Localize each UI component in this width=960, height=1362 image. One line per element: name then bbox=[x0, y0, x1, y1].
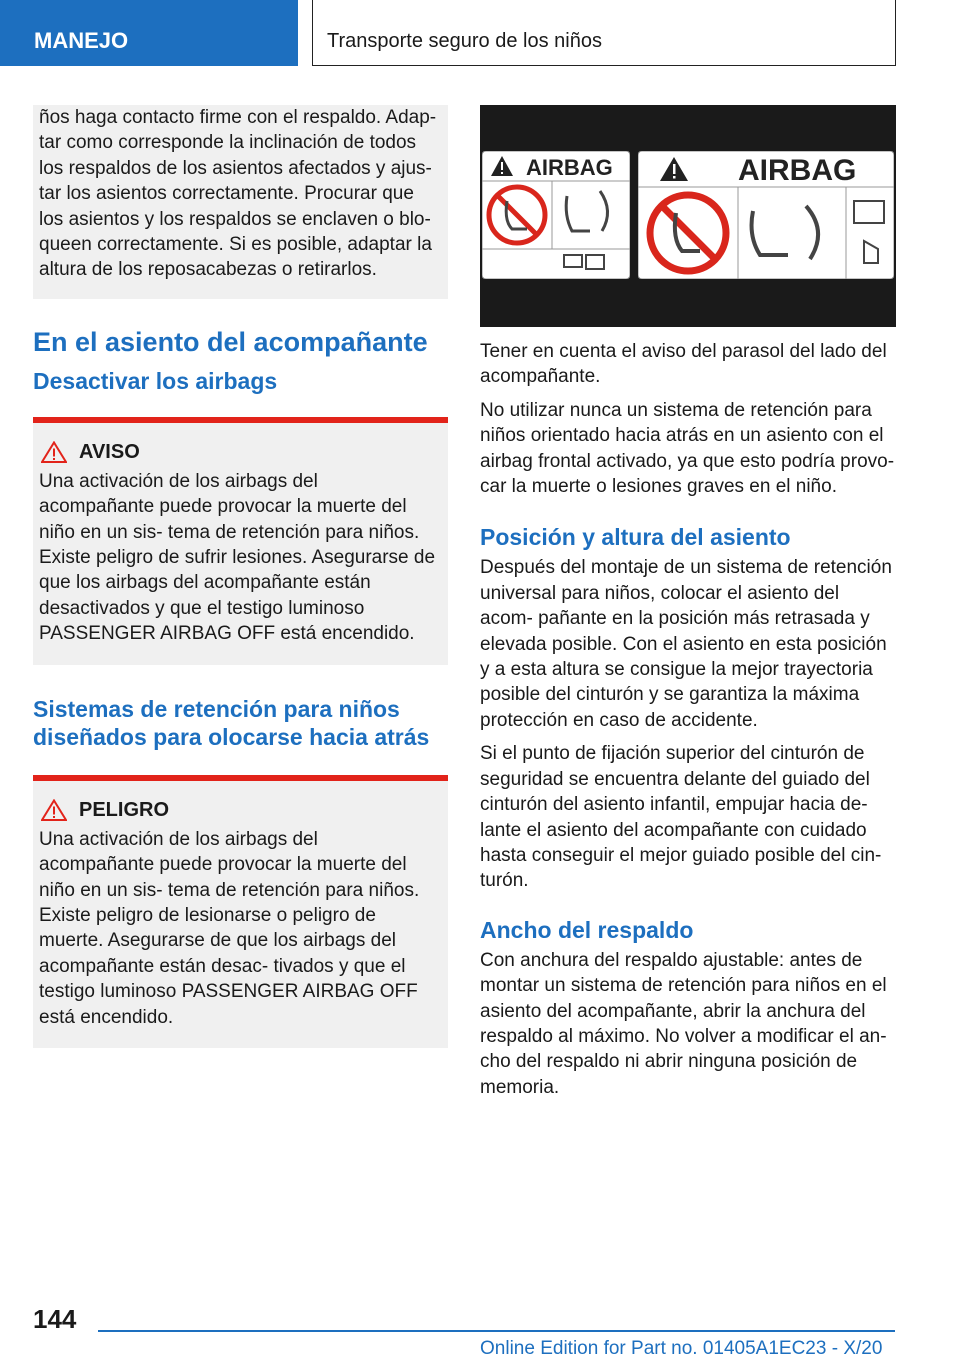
airbag-label-large-text: AIRBAG bbox=[738, 154, 857, 187]
warning-box-peligro bbox=[33, 775, 448, 1048]
intro-box bbox=[33, 105, 448, 299]
left-column bbox=[33, 105, 448, 1048]
airbag-label-small-text: AIRBAG bbox=[526, 155, 613, 180]
airbag-label-large bbox=[638, 151, 894, 279]
paragraph: Si el punto de fijación superior del cinturón de seguridad se encuentra delante del guiado del cinturón del asiento infantil, empujar hacia de‐ lante el asiento del acompañante con cuidado hasta conseguir el mejor guiado posible del cin‐ turón. bbox=[480, 743, 882, 892]
subheading-backrest-width: Ancho del respaldo bbox=[480, 916, 694, 943]
footer-edition: Online Edition for Part no. 01405A1EC23 - X/20 bbox=[480, 1338, 883, 1359]
airbag-label-small bbox=[482, 151, 630, 279]
warning-header bbox=[39, 797, 438, 823]
warning-header bbox=[39, 439, 438, 465]
intro-text: ños haga contacto firme con el respaldo. Adap‐ tar como corresponde la inclinación de todos los respaldos de los asientos afectados y ajus‐ tar los asientos correctamente. Procurar que los asientos y los respaldos se enclaven o blo‐ queen correctamente. Si es posible, adaptar la altura de los reposacabezas o retirarlos. bbox=[39, 107, 437, 281]
paragraph: No utilizar nunca un sistema de retención para niños orientado hacia atrás en un asiento con el airbag frontal activado, ya que esto podría provo‐ car la muerte o lesiones graves en el niño. bbox=[480, 399, 895, 498]
paragraph: Tener en cuenta el aviso del parasol del lado del acompañante. bbox=[480, 341, 887, 388]
section-heading: En el asiento del acompañante bbox=[33, 326, 428, 357]
warning-title: PELIGRO bbox=[79, 798, 170, 821]
warning-text: Una activación de los airbags del acompañante puede provocar la muerte del niño en un sis‐ tema de retención para niños. Existe peligro de sufrir lesiones. Asegurarse de que los airbags del acompañante están desactivados y que el testigo luminoso PASSENGER AIRBAG OFF está encendido. bbox=[39, 470, 436, 645]
right-column bbox=[480, 105, 896, 1108]
warning-title: AVISO bbox=[79, 440, 140, 463]
subheading-seat-position: Posición y altura del asiento bbox=[480, 524, 791, 551]
page-number: 144 bbox=[33, 1304, 77, 1334]
subheading-rear-facing-seats: Sistemas de retención para niños diseñados para olocarse hacia atrás bbox=[33, 695, 430, 750]
page-title: Transporte seguro de los niños bbox=[312, 0, 896, 66]
paragraph: Con anchura del respaldo ajustable: antes de montar un sistema de retención para niños en el asiento del acompañante, abrir la anchura del respaldo al máximo. No volver a modificar el an‐ cho del respaldo ni abrir ninguna posición de memoria. bbox=[480, 949, 887, 1098]
section-tab: MANEJO bbox=[0, 0, 298, 66]
warning-text: Una activación de los airbags del acompañante puede provocar la muerte del niño en un sis‐ tema de retención para niños. Existe peligro de lesionarse o peligro de muerte. Asegurarse de que los airbags del acompañante están desac‐ tivados y que el testigo luminoso PASSENGER AIRBAG OFF está encendido. bbox=[39, 828, 420, 1028]
warning-box-aviso bbox=[33, 417, 448, 665]
airbag-warning-label-image bbox=[480, 105, 896, 327]
footer-divider bbox=[98, 1330, 895, 1332]
warning-triangle-icon bbox=[41, 799, 67, 821]
subheading-deactivate-airbags: Desactivar los airbags bbox=[33, 367, 278, 394]
warning-triangle-icon bbox=[41, 441, 67, 463]
paragraph: Después del montaje de un sistema de retención universal para niños, colocar el asiento del acom‐ pañante en la posición más retrasada y elevada posible. Con el asiento en esta posición y a esta altura se consigue la mejor trayectoria posible del cinturón y se garantiza la máxima protección en caso de accidente. bbox=[480, 557, 892, 731]
